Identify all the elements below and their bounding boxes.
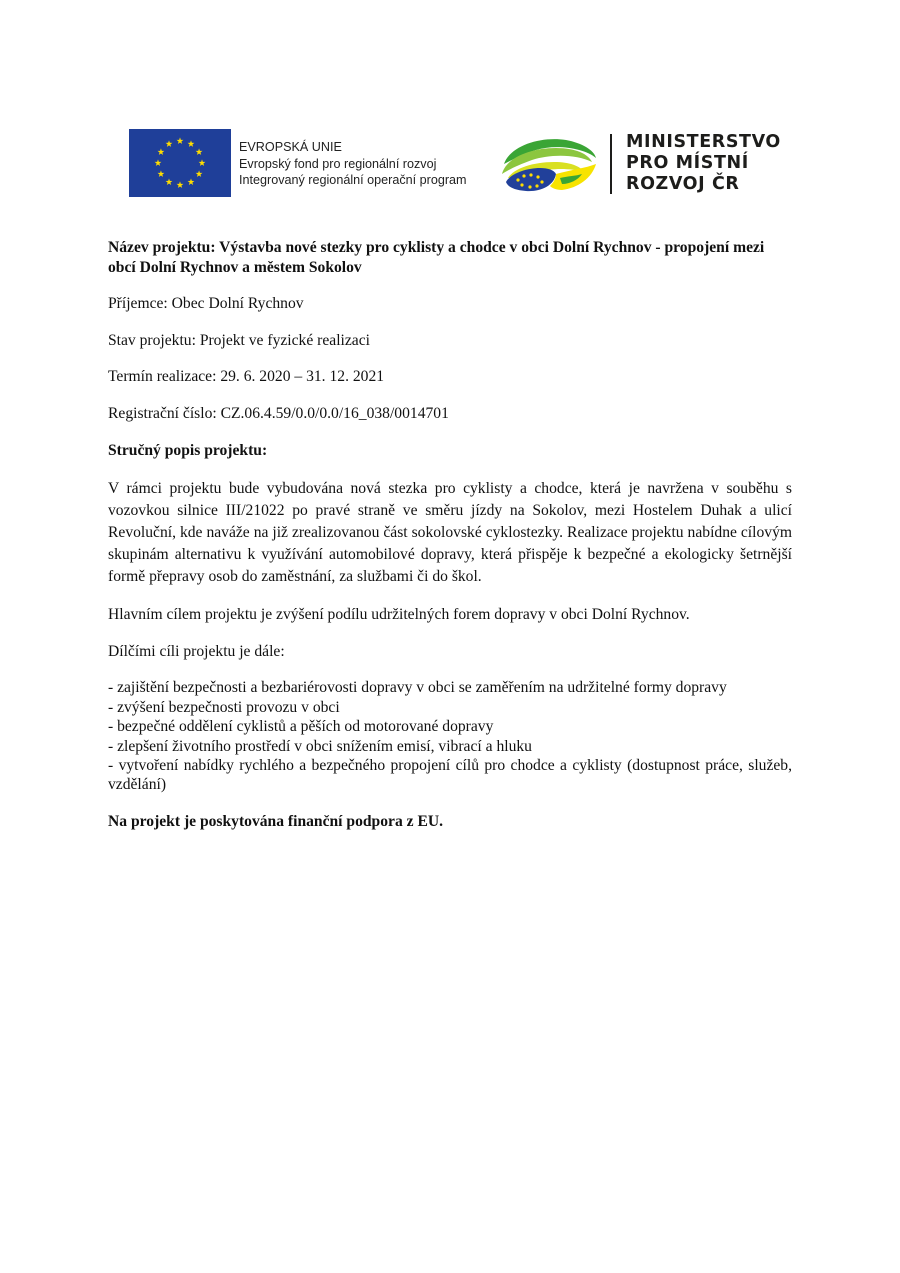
eu-star-icon — [196, 148, 203, 155]
list-item: - zvýšení bezpečnosti provozu v obci — [108, 698, 340, 716]
brief-description-heading: Stručný popis projektu: — [108, 441, 268, 459]
eu-star-icon — [188, 178, 195, 185]
project-registration: Registrační číslo: CZ.06.4.59/0.0/0.0/16_038/0014701 — [108, 404, 449, 422]
mmr-logo-line1: MINISTERSTVO — [626, 132, 781, 152]
eu-logo-line1: EVROPSKÁ UNIE — [239, 140, 342, 154]
eu-star-icon — [177, 137, 184, 144]
project-status: Stav projektu: Projekt ve fyzické realizaci — [108, 331, 370, 349]
mmr-logo-line2: PRO MÍSTNÍ — [626, 153, 749, 173]
project-recipient: Příjemce: Obec Dolní Rychnov — [108, 295, 304, 313]
sub-goals-heading: Dílčími cíli projektu je dále: — [108, 642, 285, 660]
project-description: V rámci projektu bude vybudována nová stezka pro cyklisty a chodce, která je navržena v souběhu s vozovkou silnice III/21022 po pravé straně ve směru jízdy na Sokolov, mezi Hostelem Duhak a ulicí Revoluční, kde naváže na již zrealizovanou část sokolovské cyklostezky. Realizace projektu nabídne cílovým skupinám alternativu k využívání automobilové dopravy, která přispěje k bezpečné a ekologicky šetrnější formě přepravy osob do zaměstnání, za službami či do škol. — [108, 480, 792, 586]
mmr-logo — [500, 132, 790, 196]
eu-star-icon — [177, 181, 184, 188]
mmr-logo-text — [626, 132, 781, 195]
document-body — [108, 238, 792, 831]
eu-star-icon — [166, 140, 173, 147]
eu-star-icon — [199, 159, 206, 166]
project-term: Termín realizace: 29. 6. 2020 – 31. 12. 2021 — [108, 368, 385, 386]
list-item: - vytvoření nabídky rychlého a bezpečného propojení cílů pro chodce a cyklisty (dostupnost práce, služeb, vzdělání) — [108, 756, 792, 794]
eu-star-icon — [155, 159, 162, 166]
project-main-goal: Hlavním cílem projektu je zvýšení podílu udržitelných forem dopravy v obci Dolní Rychnov. — [108, 606, 690, 624]
eu-logo-line2: Evropský fond pro regionální rozvoj — [239, 156, 437, 171]
eu-star-icon — [188, 140, 195, 147]
eu-logo — [129, 129, 474, 199]
eu-star-icon — [158, 148, 165, 155]
sub-goals-list — [108, 678, 792, 794]
eu-flag-icon — [129, 129, 231, 197]
list-item: - zajištění bezpečnosti a bezbariérovosti dopravy v obci se zaměřením na udržitelné formy dopravy — [108, 679, 727, 697]
eu-star-icon — [196, 170, 203, 177]
mmr-emblem-icon — [500, 134, 598, 192]
eu-logo-text — [239, 139, 467, 189]
eu-star-icon — [166, 178, 173, 185]
mmr-logo-line3: ROZVOJ ČR — [626, 174, 740, 194]
funding-note: Na projekt je poskytována finanční podpora z EU. — [108, 812, 444, 830]
list-item: - bezpečné oddělení cyklistů a pěších od motorované dopravy — [108, 718, 494, 736]
eu-logo-line3: Integrovaný regionální operační program — [239, 173, 467, 187]
project-name: Název projektu: Výstavba nové stezky pro cyklisty a chodce v obci Dolní Rychnov - propojení mezi obcí Dolní Rychnov a městem Sokolov — [108, 239, 765, 276]
eu-star-icon — [158, 170, 165, 177]
mmr-divider — [610, 134, 612, 194]
list-item: - zlepšení životního prostředí v obci snížením emisí, vibrací a hluku — [108, 737, 532, 755]
